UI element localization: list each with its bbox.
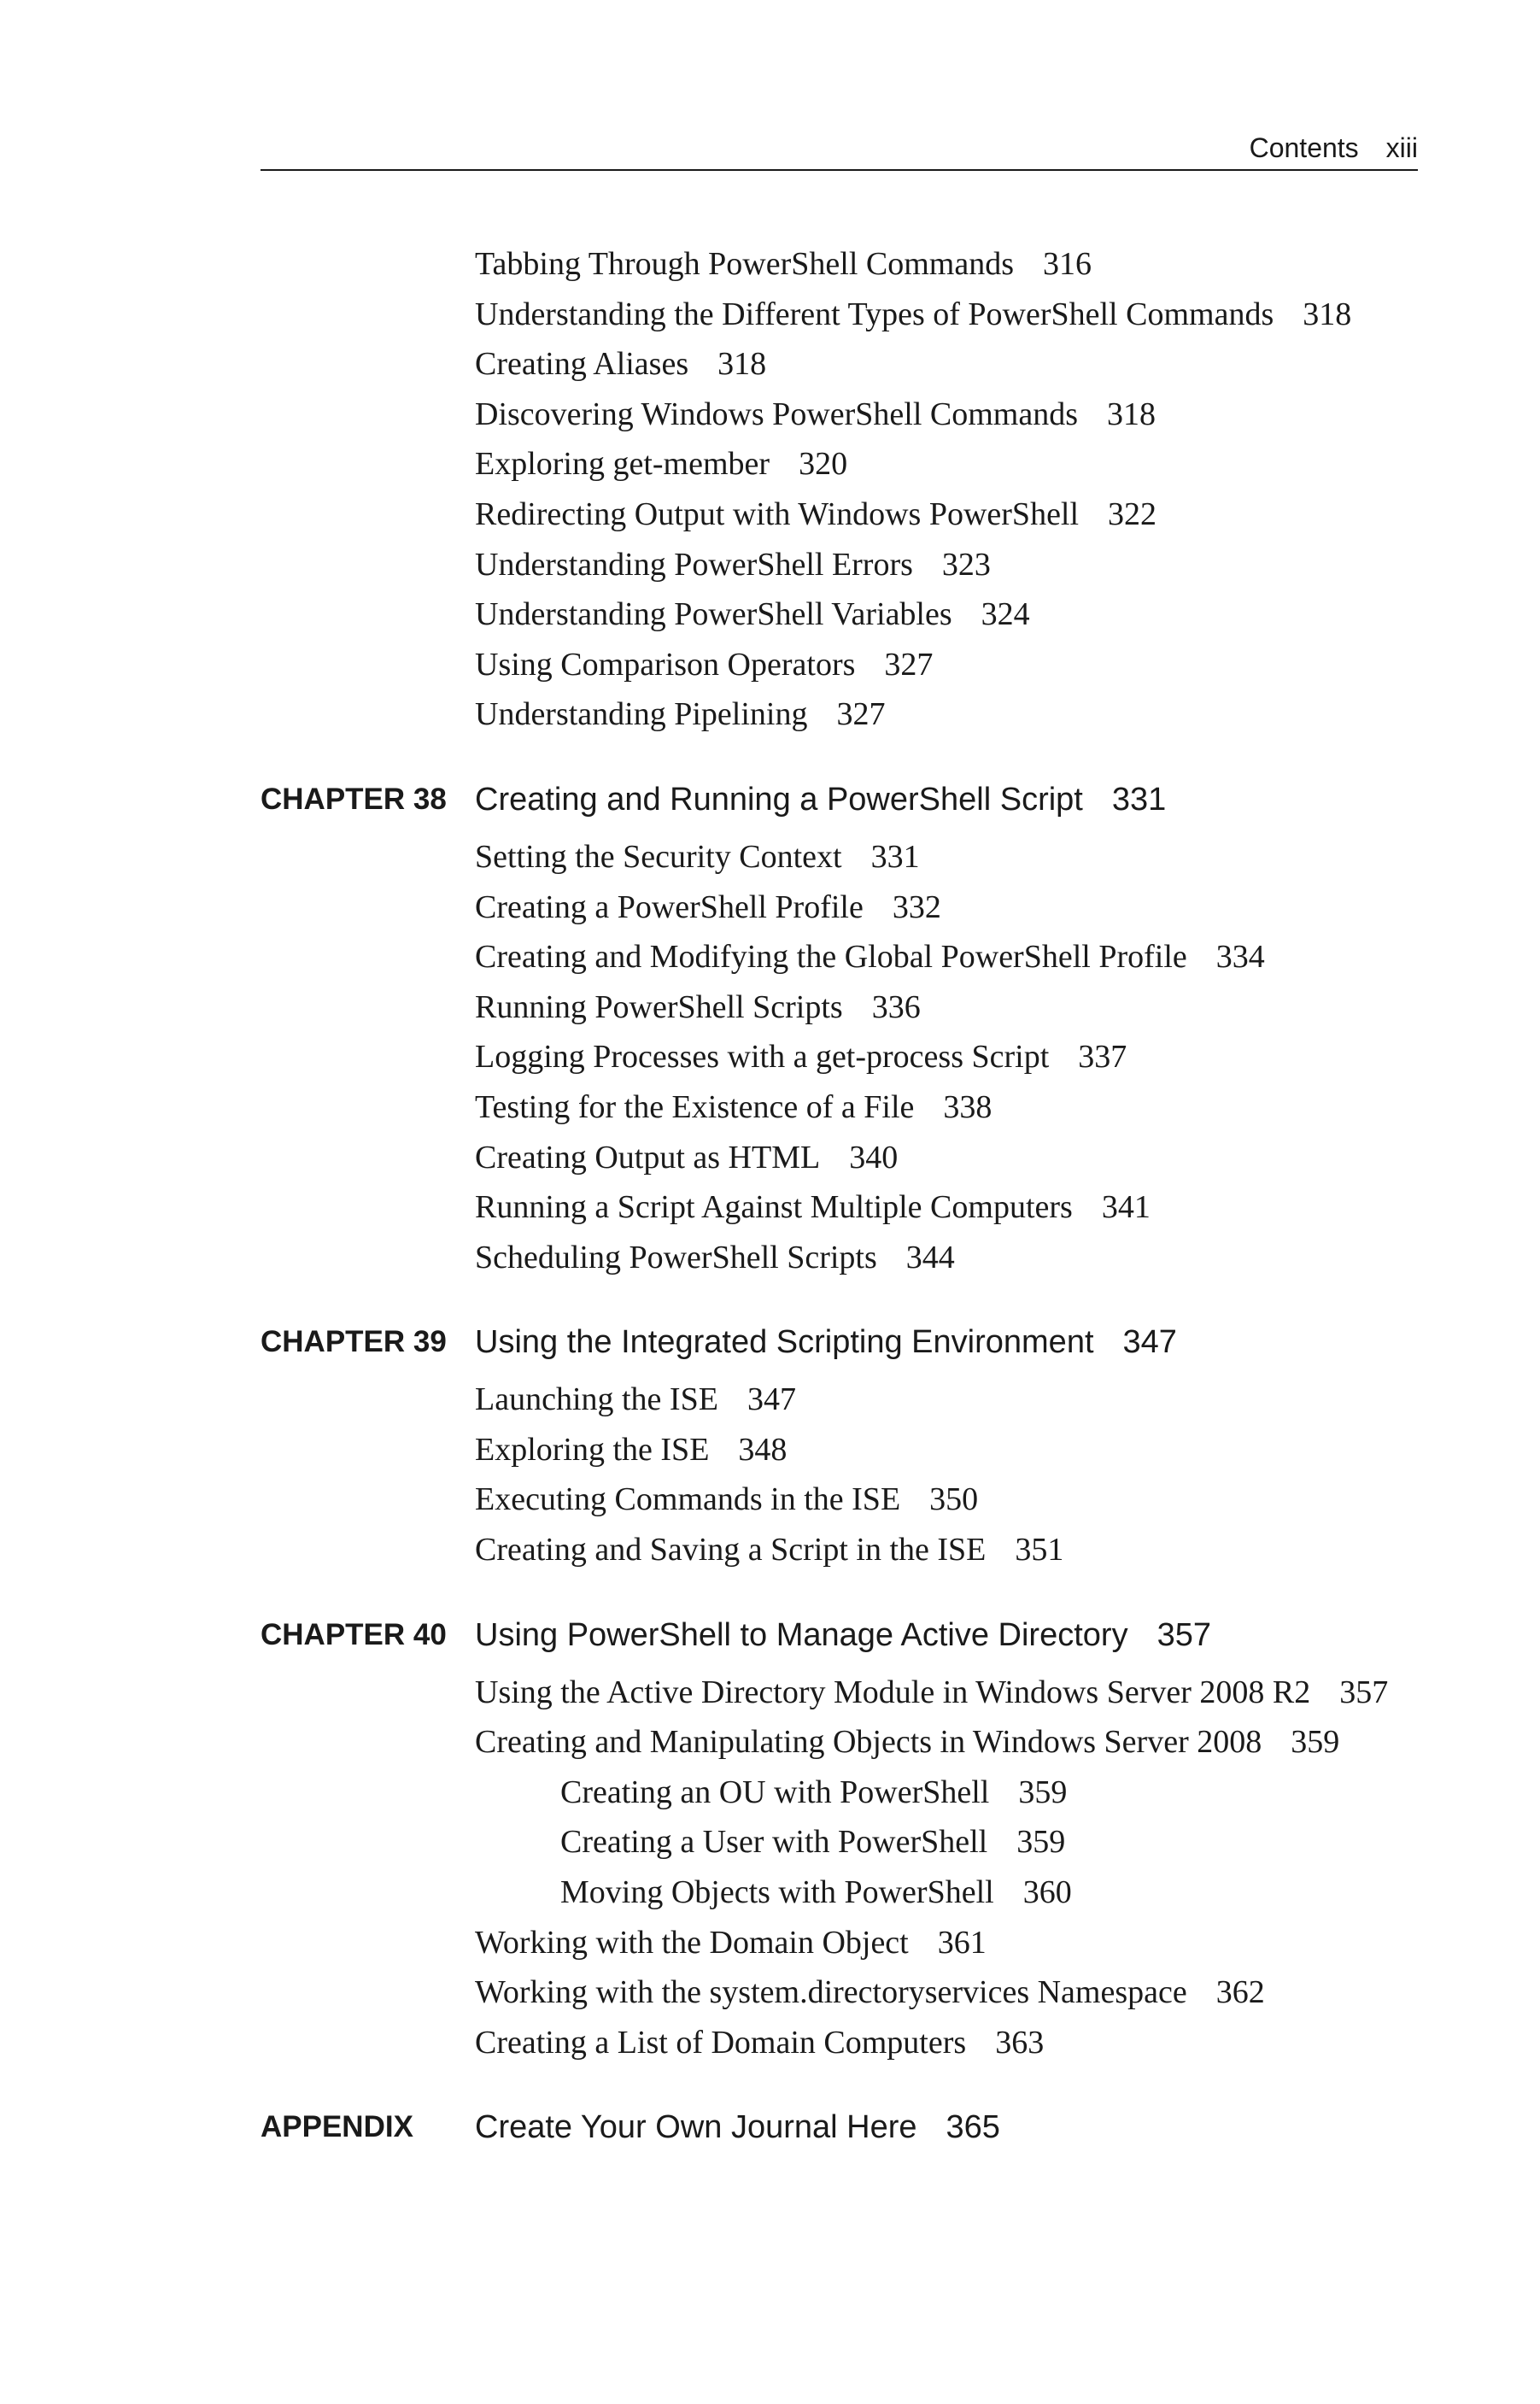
toc-entry	[261, 1717, 1456, 1768]
chapter-block	[261, 2095, 1456, 2160]
chapter-block	[261, 767, 1456, 1282]
toc-entry-page: 348	[738, 1431, 788, 1468]
toc-entry	[261, 1133, 1456, 1183]
toc-entry	[261, 490, 1456, 540]
toc-entry-page: 363	[995, 2024, 1045, 2061]
toc-entry-page: 316	[1043, 246, 1092, 282]
toc-entry-page: 324	[981, 596, 1030, 633]
toc-entry-title: Creating a PowerShell Profile	[475, 888, 864, 925]
toc-entry	[261, 982, 1456, 1033]
toc-entry-title: Creating a User with PowerShell	[560, 1824, 988, 1861]
chapter-title-line	[475, 767, 1166, 832]
chapter-title-line	[475, 2095, 1000, 2160]
toc-entry	[261, 390, 1456, 440]
chapter-block	[261, 1603, 1456, 2068]
toc-entry	[261, 1967, 1456, 2018]
toc-entry	[261, 832, 1456, 882]
toc-entry-title: Creating Output as HTML	[475, 1139, 821, 1176]
toc-entry-title: Understanding Pipelining	[475, 696, 808, 733]
toc-entry-page: 361	[937, 1924, 987, 1961]
toc-entry	[261, 589, 1456, 640]
toc-entry-page: 331	[870, 838, 920, 875]
toc-entry	[261, 689, 1456, 740]
chapter-title: Creating and Running a PowerShell Script	[475, 781, 1083, 818]
toc-entry-title: Creating and Saving a Script in the ISE	[475, 1532, 987, 1568]
toc-entry-title: Logging Processes with a get-process Script	[475, 1039, 1050, 1076]
toc-entry-page: 338	[943, 1088, 993, 1125]
toc-entry-title: Running PowerShell Scripts	[475, 988, 843, 1025]
toc-entry-page: 332	[892, 888, 941, 925]
toc-entry-title: Creating and Modifying the Global PowerShell Profile	[475, 939, 1187, 976]
chapter-heading	[261, 1310, 1456, 1375]
toc-entry-page: 341	[1101, 1189, 1151, 1226]
running-head-section: Contents	[1249, 132, 1359, 163]
chapter-label: APPENDIX	[261, 2110, 413, 2144]
chapter-title: Create Your Own Journal Here	[475, 2109, 917, 2146]
toc-entry	[261, 1082, 1456, 1133]
toc-entry	[261, 882, 1456, 933]
toc-entry-page: 340	[849, 1139, 899, 1176]
toc-entry-page: 322	[1108, 495, 1157, 532]
chapter-heading	[261, 2095, 1456, 2160]
chapter-label: CHAPTER 39	[261, 1325, 447, 1359]
toc-entry-title: Understanding PowerShell Errors	[475, 546, 913, 583]
toc-entry	[261, 932, 1456, 982]
toc-entry-title: Exploring the ISE	[475, 1431, 710, 1468]
toc-entry-title: Running a Script Against Multiple Computers	[475, 1189, 1073, 1226]
toc-entry-page: 360	[1022, 1874, 1072, 1911]
toc-entry	[261, 1233, 1456, 1283]
toc-entry	[261, 1918, 1456, 1968]
toc-entry-title: Creating a List of Domain Computers	[475, 2024, 967, 2061]
toc-entry-page: 323	[941, 546, 991, 583]
toc-entry-page: 351	[1015, 1532, 1064, 1568]
toc-entry-page: 359	[1018, 1774, 1068, 1810]
toc-entry-title: Creating an OU with PowerShell	[560, 1774, 990, 1810]
chapter-block	[261, 1310, 1456, 1574]
toc-entry-title: Using Comparison Operators	[475, 646, 856, 683]
toc-entry-title: Discovering Windows PowerShell Commands	[475, 396, 1079, 432]
toc-entry-title: Scheduling PowerShell Scripts	[475, 1239, 877, 1275]
toc-entry-title: Redirecting Output with Windows PowerShell	[475, 495, 1080, 532]
chapter-title: Using PowerShell to Manage Active Directory	[475, 1616, 1128, 1653]
chapter-title-line	[475, 1310, 1177, 1375]
chapter-page: 331	[1111, 781, 1167, 818]
toc-entry-page: 320	[799, 446, 848, 483]
chapter-page: 365	[946, 2109, 1000, 2146]
running-head	[261, 126, 1418, 171]
toc-entry	[261, 1032, 1456, 1082]
toc-entry	[261, 640, 1456, 690]
chapter-title: Using the Integrated Scripting Environment	[475, 1324, 1094, 1361]
toc-entry	[261, 439, 1456, 490]
toc-entry-page: 318	[1303, 296, 1352, 332]
toc-entry	[261, 339, 1456, 390]
toc-entry-page: 336	[871, 988, 921, 1025]
toc-entry	[261, 540, 1456, 590]
chapter-heading	[261, 767, 1456, 832]
chapter-page: 347	[1122, 1324, 1177, 1361]
toc-entry	[261, 1525, 1456, 1575]
toc-entry-title: Moving Objects with PowerShell	[560, 1874, 994, 1911]
toc-entry	[261, 290, 1456, 340]
toc-entry-page: 344	[905, 1239, 955, 1275]
toc-entry-page: 318	[1107, 396, 1156, 432]
toc-entry-title: Understanding the Different Types of PowerShell Commands	[475, 296, 1274, 332]
toc-entry-page: 327	[884, 646, 934, 683]
toc-entry-title: Testing for the Existence of a File	[475, 1088, 915, 1125]
toc-entry-page: 327	[836, 696, 886, 733]
toc-entry-title: Tabbing Through PowerShell Commands	[475, 246, 1014, 282]
toc-entry-title: Working with the system.directoryservices Namespace	[475, 1974, 1187, 2011]
toc-entry-title: Exploring get-member	[475, 446, 770, 483]
toc-entry	[261, 2018, 1456, 2068]
page-folio: xiii	[1385, 132, 1418, 163]
toc-entry	[261, 1425, 1456, 1475]
toc-subentry	[261, 1768, 1456, 1818]
chapter-heading	[261, 1603, 1456, 1668]
toc-subentry	[261, 1867, 1456, 1918]
table-of-contents	[261, 239, 1456, 2160]
toc-entry-title: Creating and Manipulating Objects in Windows Server 2008	[475, 1724, 1262, 1761]
toc-entry-title: Creating Aliases	[475, 346, 689, 383]
toc-entry	[261, 1182, 1456, 1233]
toc-entry-page: 357	[1339, 1674, 1389, 1710]
toc-subentry	[261, 1817, 1456, 1867]
toc-entry-title: Setting the Security Context	[475, 838, 842, 875]
toc-entry-page: 337	[1078, 1039, 1127, 1076]
chapter-label: CHAPTER 40	[261, 1617, 447, 1651]
toc-entry-title: Understanding PowerShell Variables	[475, 596, 952, 633]
toc-entry-page: 350	[929, 1481, 979, 1518]
toc-entry-page: 334	[1215, 939, 1265, 976]
toc-entry-title: Launching the ISE	[475, 1381, 718, 1418]
toc-entry-page: 362	[1215, 1974, 1265, 2011]
chapter-title-line	[475, 1603, 1211, 1668]
toc-entry-title: Executing Commands in the ISE	[475, 1481, 901, 1518]
toc-entry	[261, 1668, 1456, 1718]
toc-entry-title: Working with the Domain Object	[475, 1924, 909, 1961]
chapter-label: CHAPTER 38	[261, 782, 447, 816]
chapter-page: 357	[1156, 1616, 1211, 1653]
toc-entry-title: Using the Active Directory Module in Windows Server 2008 R2	[475, 1674, 1311, 1710]
toc-entry-page: 347	[747, 1381, 796, 1418]
toc-entry-page: 318	[717, 346, 767, 383]
toc-entry-page: 359	[1016, 1824, 1066, 1861]
toc-entry	[261, 1475, 1456, 1525]
toc-entry-page: 359	[1291, 1724, 1340, 1761]
toc-entry	[261, 1375, 1456, 1425]
toc-entry	[261, 239, 1456, 290]
